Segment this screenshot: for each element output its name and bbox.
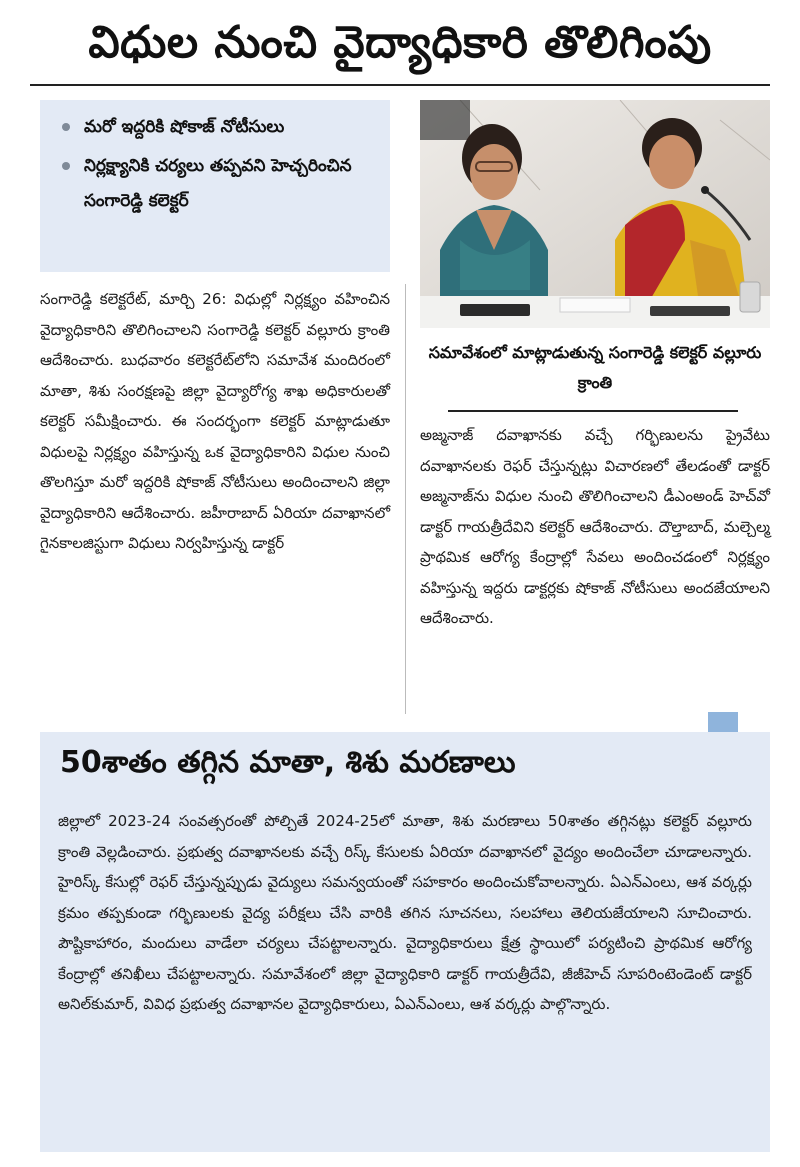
highlight-item bbox=[52, 110, 380, 145]
bullet-icon bbox=[62, 162, 70, 170]
subsection-heading: 50శాతం తగ్గిన మాతా, శిశు మరణాలు bbox=[60, 745, 516, 780]
highlight-item bbox=[52, 149, 380, 219]
headline-rule bbox=[30, 84, 770, 86]
article-column-left: సంగారెడ్డి కలెక్టరేట్, మార్చి 26: విధుల్లో నిర్లక్ష్యం వహించిన వైద్యాధికారిని తొలిగించాలని సంగారెడ్డి కలెక్టర్ వల్లూరు క్రాంతి ఆదేశించారు. బుధవారం కలెక్టరేట్‌లోని సమావేశ మందిరంలో మాతా, శిశు సంరక్షణపై జిల్లా వైద్యారోగ్య శాఖ అధికారులతో కలెక్టర్ సమీక్షించారు. ఈ సందర్భంగా కలెక్టర్ మాట్లాడుతూ విధులపై నిర్లక్ష్యం వహిస్తున్న ఒక వైద్యాధికారిని విధుల నుంచి తొలగిస్తూ మరో ఇద్దరికి షోకాజ్ నోటీసులు అందించాలని జిల్లా వైద్యాధికారిని ఆదేశించారు. జహీరాబాద్ ఏరియా దవాఖానలో గైనకాలజిస్టుగా విధులు నిర్వహిస్తున్న డాక్టర్ bbox=[40, 290, 390, 552]
column-divider bbox=[405, 284, 406, 714]
news-photo bbox=[420, 100, 770, 328]
meeting-photo-illustration bbox=[420, 100, 770, 328]
subsection-body: జిల్లాలో 2023-24 సంవత్సరంతో పోల్చితే 2024-25లో మాతా, శిశు మరణాలు 50శాతం తగ్గినట్లు కలెక్టర్ వల్లూరు క్రాంతి వెల్లడించారు. ప్రభుత్వ దవాఖానలకు వచ్చే రిస్క్ కేసులకు ఏరియా దవాఖానలో వైద్యం అందించేలా చూడాలన్నారు. హైరిస్క్ కేసుల్లో రెఫర్ చేస్తున్నప్పుడు వైద్యులు సమన్వయంతో సహకారం అందించుకోవాలన్నారు. ఏఎన్ఎంలు, ఆశ వర్కర్లు క్రమం తప్పకుండా గర్భిణులకు వైద్య పరీక్షలు చేసి వారికి తగిన సూచనలు, సలహాలు తెలియజేయాలని సూచించారు. పౌష్టికాహారం, మందులు వాడేలా చర్యలు చేపట్టాలన్నారు. వైద్యాధికారులు క్షేత్ర స్థాయిలో పర్యటించి ప్రాథమిక ఆరోగ్య కేంద్రాల్లో తనిఖీలు చేపట్టాలన్నారు. సమావేశంలో జిల్లా వైద్యాధికారి డాక్టర్ గాయత్రీదేవి, జీజీహెచ్ సూపరింటెండెంట్ డాక్టర్ అనిల్‌కుమార్, వివిధ ప్రభుత్వ దవాఖానల వైద్యాధికారులు, ఏఎన్ఎంలు, ఆశ వర్కర్లు పాల్గొన్నారు. bbox=[58, 812, 752, 1013]
headline: విధుల నుంచి వైద్యాధికారి తొలిగింపు bbox=[88, 17, 712, 68]
highlights-box bbox=[40, 100, 390, 272]
article-column-right: అజ్మనాజ్ దవాఖానకు వచ్చే గర్భిణులను ప్రైవేటు దవాఖానలకు రెఫర్ చేస్తున్నట్లు విచారణలో తేలడంతో డాక్టర్ అజ్మనాజ్‌ను విధుల నుంచి తొలిగించాలని డీఎంఅండ్ హెచ్‌వో డాక్టర్ గాయత్రీదేవిని కలెక్టర్ ఆదేశించారు. దౌల్తాబాద్, మల్చెల్మ ప్రాథమిక ఆరోగ్య కేంద్రాల్లో సేవలు అందించడంలో నిర్లక్ష్యం వహిస్తున్న ఇద్దరు డాక్టర్లకు షోకాజ్ నోటీసులు అందజేయాలని ఆదేశించారు. bbox=[420, 426, 770, 627]
caption-rule bbox=[448, 410, 738, 412]
bullet-icon bbox=[62, 123, 70, 131]
highlight-text: నిర్లక్ష్యానికి చర్యలు తప్పవని హెచ్చరించిన సంగారెడ్డి కలెక్టర్ bbox=[84, 156, 352, 211]
highlight-text: మరో ఇద్దరికి షోకాజ్ నోటీసులు bbox=[84, 117, 285, 137]
photo-caption: సమావేశంలో మాట్లాడుతున్న సంగారెడ్డి కలెక్టర్ వల్లూరు క్రాంతి bbox=[428, 343, 762, 392]
